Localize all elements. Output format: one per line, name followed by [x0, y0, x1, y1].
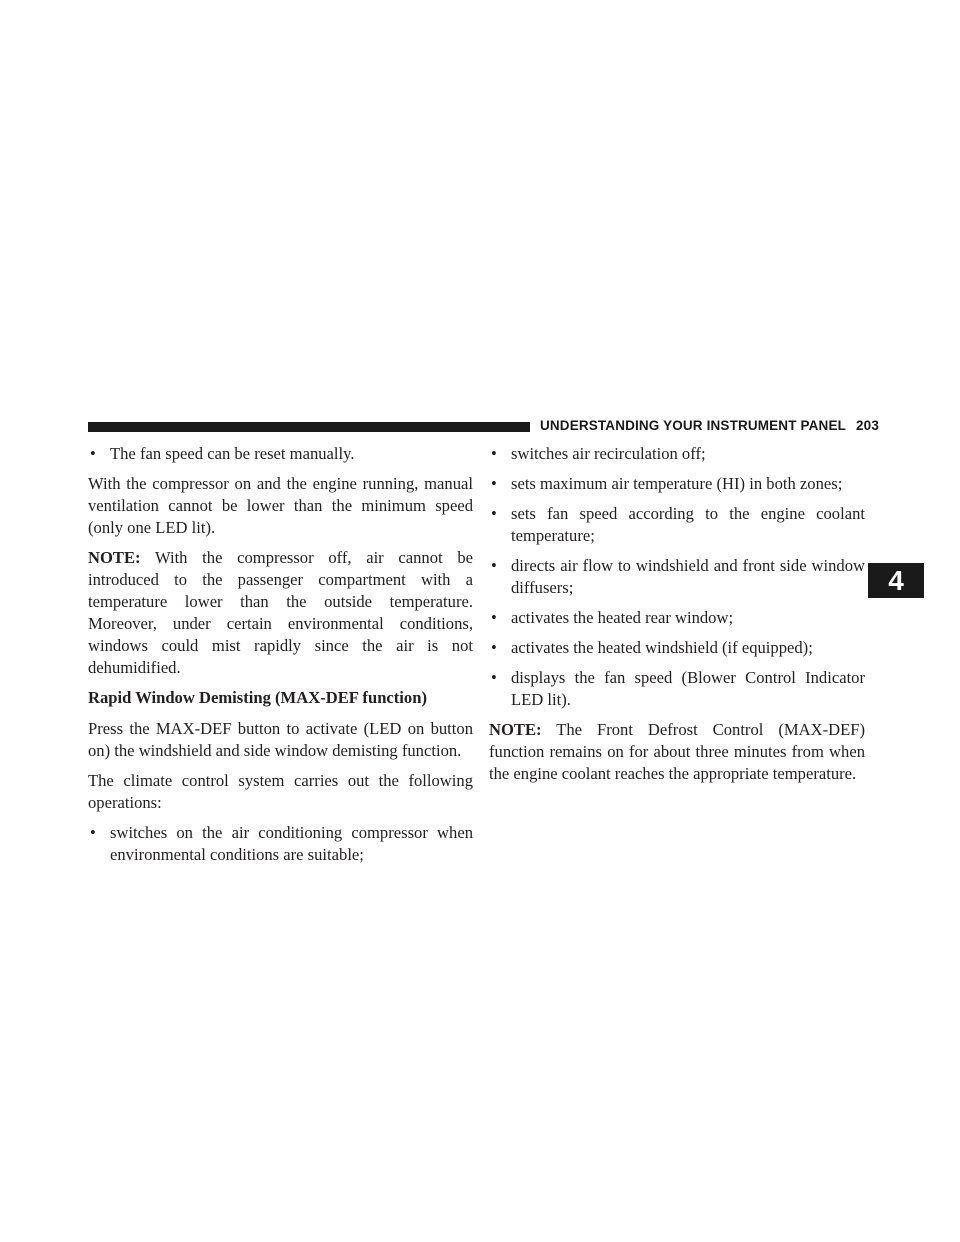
list-item-text: switches air recirculation off;	[511, 444, 706, 463]
note-label: NOTE:	[88, 548, 141, 567]
list-item	[489, 637, 865, 659]
list-item	[489, 555, 865, 599]
note-label: NOTE:	[489, 720, 542, 739]
list-item	[489, 443, 865, 465]
list-item	[88, 822, 473, 866]
bullet-icon: •	[491, 638, 497, 657]
bullet-icon: •	[491, 668, 497, 687]
chapter-tab: 4	[868, 563, 924, 598]
note-text: With the compressor off, air cannot be introduced to the passenger compartment with a temperature lower than the outside temperature. Moreover, under certain environmental conditions, windows could mist rapidly since the air is not dehumidified.	[88, 548, 473, 677]
list-item-text: sets fan speed according to the engine coolant temperature;	[511, 504, 865, 545]
paragraph-compressor: With the compressor on and the engine running, manual ventilation cannot be lower than the minimum speed (only one LED lit).	[88, 474, 473, 537]
bullet-icon: •	[491, 474, 497, 493]
list-item-text: The fan speed can be reset manually.	[110, 444, 355, 463]
list-item-text: sets maximum air temperature (HI) in both zones;	[511, 474, 843, 493]
list-item-text: switches on the air conditioning compressor when environmental conditions are suitable;	[110, 823, 473, 864]
list-item-text: activates the heated windshield (if equipped);	[511, 638, 813, 657]
list-item-text: activates the heated rear window;	[511, 608, 734, 627]
list-item	[489, 473, 865, 495]
bullet-icon: •	[491, 556, 497, 575]
section-title: UNDERSTANDING YOUR INSTRUMENT PANEL	[540, 418, 847, 433]
bullet-icon: •	[491, 504, 497, 523]
list-item-text: displays the fan speed (Blower Control Indicator LED lit).	[511, 668, 865, 709]
note-text: The Front Defrost Control (MAX-DEF) function remains on for about three minutes from when the engine coolant reaches the appropriate temperature.	[489, 720, 865, 783]
section-heading: Rapid Window Demisting (MAX-DEF function)	[88, 688, 427, 707]
paragraph-press: Press the MAX-DEF button to activate (LED on button on) the windshield and side window demisting function.	[88, 719, 473, 760]
bullet-icon: •	[90, 444, 96, 463]
header-rule	[88, 422, 530, 432]
running-header	[540, 418, 879, 433]
bullet-icon: •	[491, 444, 497, 463]
bullet-icon: •	[491, 608, 497, 627]
list-item	[489, 667, 865, 711]
right-column	[489, 443, 865, 793]
list-item	[88, 443, 473, 465]
list-item	[489, 607, 865, 629]
list-item	[489, 503, 865, 547]
note-paragraph	[88, 547, 473, 679]
list-item-text: directs air flow to windshield and front side window diffusers;	[511, 556, 865, 597]
note-paragraph	[489, 719, 865, 785]
page-number: 203	[856, 418, 879, 433]
left-column	[88, 443, 473, 874]
bullet-icon: •	[90, 823, 96, 842]
paragraph-climate: The climate control system carries out the following operations:	[88, 771, 473, 812]
